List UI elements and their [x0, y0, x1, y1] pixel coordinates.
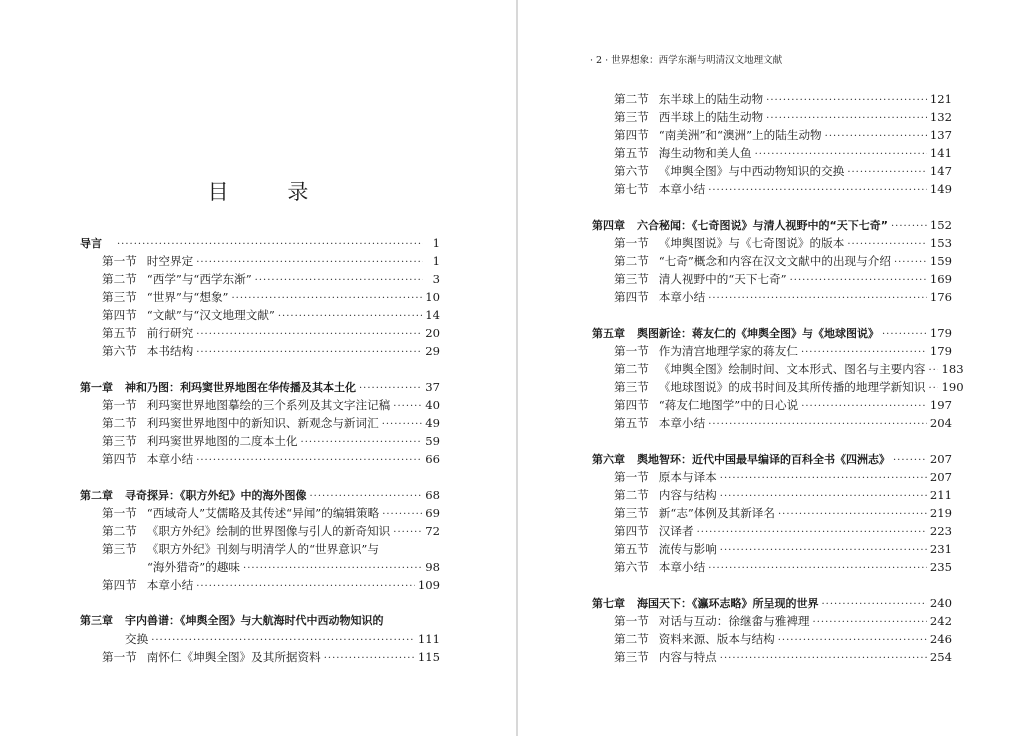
- toc-page-number: 29: [425, 344, 440, 358]
- toc-entry-label: 第四节: [102, 308, 137, 322]
- toc-page-number: 40: [425, 398, 440, 412]
- toc-page-number: 179: [929, 326, 952, 340]
- toc-entry: [102, 576, 440, 594]
- toc-entry-label: 第三节: [614, 506, 649, 520]
- toc-entry: [614, 360, 964, 378]
- toc-entry-label: 第四章: [592, 219, 625, 232]
- toc-page-number: 190: [941, 380, 964, 394]
- toc-page-number: 197: [929, 398, 952, 412]
- toc-entry: [614, 144, 952, 162]
- toc-entry: [125, 630, 440, 648]
- toc-entry-title: 《坤舆全图》绘制时间、文本形式、图名与主要内容: [658, 362, 926, 376]
- toc-entry: [102, 288, 440, 306]
- toc-entry-title: “南美洲”和“澳洲”上的陆生动物: [658, 128, 822, 142]
- toc-entry: [102, 396, 440, 414]
- toc-entry-title: 本章小结: [658, 182, 706, 196]
- toc-page-number: 223: [929, 524, 952, 538]
- toc-entry-label: 第一节: [102, 506, 137, 520]
- toc-page-number: 204: [929, 416, 952, 430]
- toc-entry: [592, 594, 952, 612]
- toc-entry: [614, 486, 952, 504]
- toc-entry-label: 第三节: [614, 110, 649, 124]
- toc-entry-label: 第三节: [102, 542, 137, 556]
- dot-leader: [196, 344, 422, 362]
- toc-entry-title: 内容与特点: [658, 650, 717, 664]
- toc-entry: [614, 342, 952, 360]
- toc-entry-title: 本书结构: [146, 344, 194, 358]
- toc-entry: [614, 540, 952, 558]
- toc-entry-label: 第三节: [614, 650, 649, 664]
- toc-entry-label: 第五节: [614, 542, 649, 556]
- toc-entry-title: 利玛窦世界地图中的新知识、新观念与新词汇: [146, 416, 379, 430]
- toc-page-number: 219: [929, 506, 952, 520]
- toc-entry: [102, 342, 440, 360]
- toc-entry-title: 本章小结: [658, 290, 706, 304]
- toc-entry-label: 第四节: [102, 578, 137, 592]
- toc-entry-label: 第六节: [614, 164, 649, 178]
- toc-entry-title: 《坤舆全图》与中西动物知识的交换: [658, 164, 845, 178]
- toc-page-number: 183: [941, 362, 964, 376]
- toc-entry-title: 汉译者: [658, 524, 694, 538]
- toc-entry: [592, 450, 952, 468]
- toc-entry: [102, 252, 440, 270]
- toc-entry-label: 第六章: [592, 453, 625, 466]
- toc-page-number: 14: [425, 308, 440, 322]
- toc-entry-label: 第三章: [80, 614, 113, 627]
- toc-entry-title: “蒋友仁地图学”中的日心说: [658, 398, 799, 412]
- toc-entry: [614, 378, 964, 396]
- toc-entry: [614, 612, 952, 630]
- toc-entry: [80, 612, 440, 630]
- toc-entry: [614, 180, 952, 198]
- toc-page-number: 37: [425, 380, 440, 394]
- toc-entry: [102, 522, 440, 540]
- toc-entry-label: 第二节: [102, 272, 137, 286]
- toc-entry-label: 第四节: [614, 524, 649, 538]
- dot-leader: [708, 182, 927, 200]
- toc-entry-label: 第五节: [614, 146, 649, 160]
- toc-entry-title: 交换: [125, 632, 149, 646]
- toc-entry-label: 第二节: [102, 524, 137, 538]
- toc-entry-label: 第五章: [592, 327, 625, 340]
- toc-page-number: 68: [425, 488, 440, 502]
- toc-page-number: 147: [929, 164, 952, 178]
- toc-entry-label: 第七章: [592, 597, 625, 610]
- toc-page-number: 235: [929, 560, 952, 574]
- toc-entry: [80, 378, 440, 396]
- toc-entry: [102, 306, 440, 324]
- toc-entry-title: 资料来源、版本与结构: [658, 632, 775, 646]
- toc-page-number: 69: [425, 506, 440, 520]
- toc-page-number: 109: [417, 578, 440, 592]
- toc-entry: [614, 648, 952, 666]
- toc-entry: [614, 270, 952, 288]
- toc-entry-title: 时空界定: [146, 254, 194, 268]
- dot-leader: [708, 416, 927, 434]
- toc-entry: [102, 648, 440, 666]
- toc-page-number: 149: [929, 182, 952, 196]
- dot-leader: [708, 290, 927, 308]
- toc-entry-title: 宇内兽谱：《坤舆全图》与大航海时代中西动物知识的: [125, 614, 384, 627]
- toc-entry-label: 第四节: [614, 128, 649, 142]
- toc-entry: [102, 540, 440, 558]
- dot-leader: [720, 650, 927, 668]
- toc-entry: [614, 396, 952, 414]
- toc-entry: [614, 504, 952, 522]
- toc-page-number: 132: [929, 110, 952, 124]
- toc-entry-label: 第三节: [102, 434, 137, 448]
- toc-entry-title: 本章小结: [146, 578, 194, 592]
- toc-entry-title: 本章小结: [658, 416, 706, 430]
- toc-page-number: 1: [432, 236, 440, 250]
- toc-entry-label: 第四节: [102, 452, 137, 466]
- toc-entry-title: 海国天下：《瀛环志略》所呈现的世界: [637, 597, 819, 610]
- toc-page-number: 1: [432, 254, 440, 268]
- toc-page-number: 115: [417, 650, 440, 664]
- toc-page-number: 10: [425, 290, 440, 304]
- toc-entry-title: 《地球图说》的成书时间及其所传播的地理学新知识: [658, 380, 926, 394]
- toc-entry-title: “世界”与“想象”: [146, 290, 229, 304]
- toc-entry: [614, 108, 952, 126]
- toc-entry-title: 《职方外纪》绘制的世界图像与引人的新奇知识: [146, 524, 391, 538]
- toc-entry-label: 第一节: [614, 614, 649, 628]
- toc-entry: [80, 486, 440, 504]
- toc-entry-title: 南怀仁《坤舆全图》及其所据资料: [146, 650, 321, 664]
- toc-entry-title: 舆图新诠：蒋友仁的《坤舆全图》与《地球图说》: [637, 327, 879, 340]
- toc-entry-label: 第二节: [614, 632, 649, 646]
- toc-entry-label: 第一节: [102, 398, 137, 412]
- toc-entry-label: 第二节: [614, 488, 649, 502]
- toc-entry-label: 第二章: [80, 489, 113, 502]
- toc-entry-title: 海生动物和美人鱼: [658, 146, 752, 160]
- toc-page-number: 207: [929, 470, 952, 484]
- running-head: · 2 · 世界想象：西学东渐与明清汉文地理文献: [590, 55, 783, 66]
- toc-entry-title: 原本与译本: [658, 470, 717, 484]
- toc-entry: [102, 504, 440, 522]
- toc-entry-label: 第一节: [614, 344, 649, 358]
- dot-leader: [324, 650, 415, 668]
- toc-entry-label: 第六节: [102, 344, 137, 358]
- toc-page-number: 254: [929, 650, 952, 664]
- toc-entry-title: 本章小结: [658, 560, 706, 574]
- toc-entry: [614, 90, 952, 108]
- toc-entry-title: 对话与互动：徐继畬与雅裨理: [658, 614, 810, 628]
- toc-entry: [614, 162, 952, 180]
- toc-page-number: 59: [425, 434, 440, 448]
- toc-page-number: 246: [929, 632, 952, 646]
- dot-leader: [708, 560, 927, 578]
- dot-leader: [196, 578, 415, 596]
- toc-page-number: 179: [929, 344, 952, 358]
- toc-entry-label: 第一节: [102, 650, 137, 664]
- toc-entry: [80, 234, 440, 252]
- toc-entry-label: 第五节: [102, 326, 137, 340]
- toc-entry-label: 第二节: [614, 362, 649, 376]
- toc-page-number: 231: [929, 542, 952, 556]
- toc-entry-title: 六合秘闻：《七奇图说》与清人视野中的“天下七奇”: [637, 219, 888, 232]
- toc-entry-title: “文献”与“汉文地理文献”: [146, 308, 275, 322]
- toc-entry: [614, 558, 952, 576]
- toc-entry-label: 导言: [80, 237, 102, 250]
- toc-entry-title: 利玛窦世界地图的二度本土化: [146, 434, 298, 448]
- toc-entry-label: 第一章: [80, 381, 113, 394]
- toc-entry: [614, 522, 952, 540]
- toc-entry-title: “西域奇人”艾儒略及其传述“异闻”的编辑策略: [146, 506, 380, 520]
- toc-entry-title: 神和乃图：利玛窦世界地图在华传播及其本土化: [125, 381, 356, 394]
- toc-entry-label: 第三节: [614, 380, 649, 394]
- toc-entry: [102, 432, 440, 450]
- toc-page-number: 49: [425, 416, 440, 430]
- dot-leader: [196, 452, 422, 470]
- toc-entry-title: 舆地智环：近代中国最早编译的百科全书《四洲志》: [637, 453, 890, 466]
- toc-entry: [592, 216, 952, 234]
- toc-entry: [102, 450, 440, 468]
- toc-title: 目 录: [207, 180, 335, 204]
- toc-page-number: 207: [929, 452, 952, 466]
- toc-entry-label: 第六节: [614, 560, 649, 574]
- toc-page-number: 153: [929, 236, 952, 250]
- toc-page-number: 20: [425, 326, 440, 340]
- toc-page-number: 98: [425, 560, 440, 574]
- toc-entry-title: 东半球上的陆生动物: [658, 92, 764, 106]
- toc-entry-label: 第三节: [102, 290, 137, 304]
- toc-page-number: 176: [929, 290, 952, 304]
- toc-entry-title: 《坤舆图说》与《七奇图说》的版本: [658, 236, 845, 250]
- toc-entry: [614, 252, 952, 270]
- toc-page-number: 66: [425, 452, 440, 466]
- toc-entry-title: “海外猎奇”的趣味: [147, 560, 241, 574]
- toc-entry: [102, 324, 440, 342]
- toc-entry-label: 第五节: [614, 416, 649, 430]
- toc-entry-label: 第二节: [102, 416, 137, 430]
- toc-entry: [614, 234, 952, 252]
- toc-entry: [614, 630, 952, 648]
- toc-entry-title: 利玛窦世界地图摹绘的三个系列及其文字注记稿: [146, 398, 391, 412]
- toc-entry-label: 第一节: [614, 236, 649, 250]
- toc-page-number: 141: [929, 146, 952, 160]
- toc-entry-label: 第二节: [614, 254, 649, 268]
- toc-page-number: 242: [929, 614, 952, 628]
- toc-entry: [102, 270, 440, 288]
- toc-entry-title: 内容与结构: [658, 488, 717, 502]
- toc-entry-label: 第四节: [614, 398, 649, 412]
- toc-entry: [614, 468, 952, 486]
- toc-entry-title: 本章小结: [146, 452, 194, 466]
- toc-entry-label: 第二节: [614, 92, 649, 106]
- toc-entry-title: 西半球上的陆生动物: [658, 110, 764, 124]
- toc-page-number: 169: [929, 272, 952, 286]
- toc-page-number: 152: [929, 218, 952, 232]
- toc-entry-title: 寻奇探异：《职方外纪》中的海外图像: [125, 489, 307, 502]
- toc-entry-title: 清人视野中的“天下七奇”: [658, 272, 787, 286]
- toc-page-number: 121: [929, 92, 952, 106]
- toc-entry-title: “七奇”概念和内容在汉文文献中的出现与介绍: [658, 254, 891, 268]
- toc-entry: [147, 558, 440, 576]
- toc-page-number: 211: [929, 488, 952, 502]
- toc-entry: [592, 324, 952, 342]
- toc-entry: [102, 414, 440, 432]
- toc-page-number: 137: [929, 128, 952, 142]
- toc-entry: [614, 126, 952, 144]
- toc-entry-title: 新“志”体例及其新译名: [658, 506, 775, 520]
- toc-page-number: 240: [929, 596, 952, 610]
- toc-entry-title: “西学”与“西学东渐”: [146, 272, 252, 286]
- toc-page-number: 3: [432, 272, 440, 286]
- toc-entry-title: 前行研究: [146, 326, 194, 340]
- toc-entry-label: 第四节: [614, 290, 649, 304]
- toc-entry-label: 第一节: [102, 254, 137, 268]
- toc-entry-label: 第三节: [614, 272, 649, 286]
- toc-entry: [614, 414, 952, 432]
- toc-page-number: 111: [417, 632, 440, 646]
- toc-entry-title: 流传与影响: [658, 542, 717, 556]
- toc-entry-title: 作为清宫地理学家的蒋友仁: [658, 344, 798, 358]
- toc-page-number: 72: [425, 524, 440, 538]
- toc-entry-label: 第七节: [614, 182, 649, 196]
- toc-entry-title: 《职方外纪》刊刻与明清学人的“世界意识”与: [146, 542, 379, 556]
- toc-page-number: 159: [929, 254, 952, 268]
- toc-entry-label: 第一节: [614, 470, 649, 484]
- toc-entry: [614, 288, 952, 306]
